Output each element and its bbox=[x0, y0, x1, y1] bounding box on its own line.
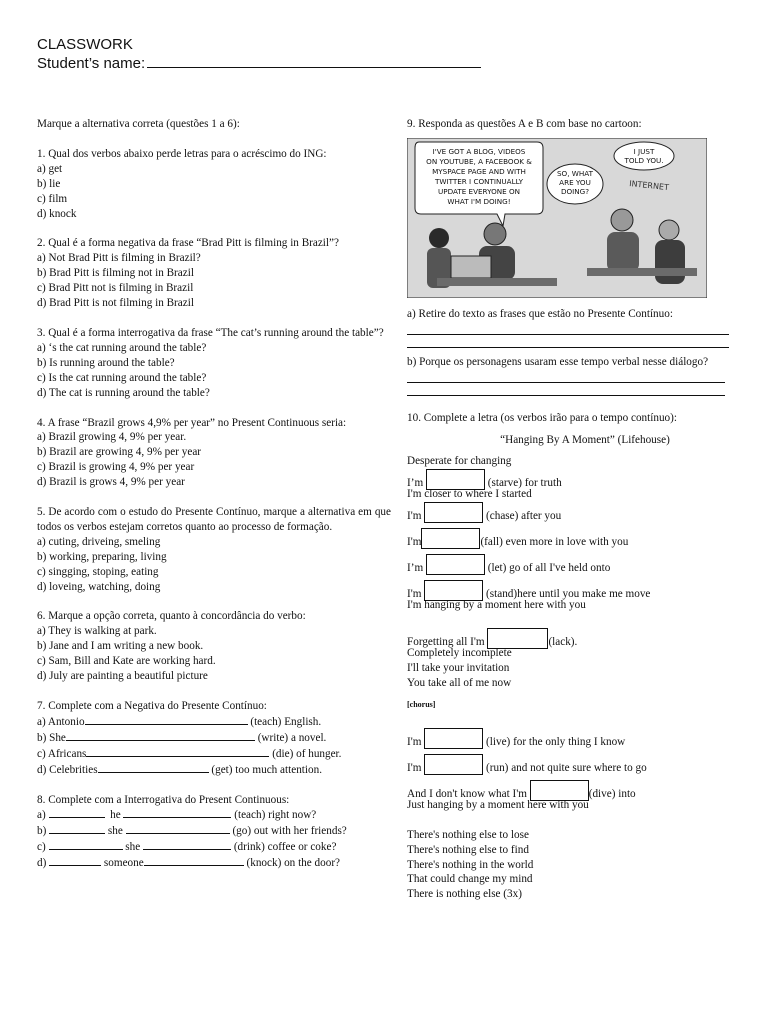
question-3-option-b[interactable]: b) Is running around the table? bbox=[37, 356, 175, 369]
lyric-line: That could change my mind bbox=[407, 873, 533, 886]
lyric-prefix: I'm bbox=[407, 536, 422, 549]
answer-blank[interactable] bbox=[86, 746, 269, 757]
question-1 bbox=[37, 147, 391, 222]
question-5 bbox=[37, 505, 391, 594]
question-1-option-c[interactable]: c) film bbox=[37, 192, 68, 205]
lyric-blank-row bbox=[407, 728, 763, 754]
answer-blank[interactable] bbox=[49, 839, 123, 850]
question-1-text: 1. Qual dos verbos abaixo perde letras para o acréscimo do ING: bbox=[37, 147, 327, 160]
bubble-2-line: ARE YOU bbox=[559, 177, 591, 187]
item-subject: she bbox=[125, 841, 141, 854]
instructions: Marque a alternativa correta (questões 1 a 6): bbox=[37, 118, 240, 130]
question-3-text: 3. Qual é a forma interrogativa da frase “The cat’s running around the table”? bbox=[37, 326, 384, 339]
chorus-marker: [chorus] bbox=[407, 699, 436, 709]
student-name-label: Student’s name: bbox=[37, 55, 146, 72]
verb-box[interactable] bbox=[424, 728, 483, 749]
bubble-1-line: WHAT I'M DOING! bbox=[447, 196, 511, 206]
bubble-1-line: UPDATE EVERYONE ON bbox=[437, 186, 521, 196]
lyric-suffix: (let) go of all I've held onto bbox=[487, 562, 611, 575]
question-2-option-d[interactable]: d) Brad Pitt is not filming in Brazil bbox=[37, 297, 194, 310]
verb-box[interactable] bbox=[424, 502, 483, 523]
lyric-prefix: I’m bbox=[407, 477, 424, 490]
verb-box[interactable] bbox=[421, 528, 480, 549]
lyric-line: I'm hanging by a moment here with you bbox=[407, 599, 586, 612]
question-8-item-c bbox=[37, 839, 391, 855]
question-6-option-c[interactable]: c) Sam, Bill and Kate are working hard. bbox=[37, 655, 216, 668]
question-4-option-d[interactable]: d) Brazil is grows 4, 9% per year bbox=[37, 476, 185, 489]
lyric-suffix: (starve) for truth bbox=[487, 477, 562, 490]
item-prefix: b) She bbox=[37, 731, 66, 744]
bubble-2-line: DOING? bbox=[560, 186, 590, 196]
worksheet-title: CLASSWORK bbox=[37, 36, 133, 53]
lyric-blank-row bbox=[407, 502, 763, 528]
item-prefix: c) Africans bbox=[37, 747, 87, 760]
lyric-blank-row bbox=[407, 754, 763, 780]
lyric-prefix: Forgetting all I'm bbox=[407, 636, 485, 649]
lyric-prefix: I’m bbox=[407, 562, 424, 575]
item-suffix: (knock) on the door? bbox=[246, 857, 341, 870]
question-5-option-a[interactable]: a) cuting, driveing, smeling bbox=[37, 535, 161, 548]
question-1-option-d[interactable]: d) knock bbox=[37, 207, 77, 220]
lyric-line: There is nothing else (3x) bbox=[407, 888, 522, 901]
answer-blank[interactable] bbox=[49, 855, 101, 866]
lyric-prefix: And I don't know what I'm bbox=[407, 787, 527, 800]
question-2-text: 2. Qual é a forma negativa da frase “Brad Pitt is filming in Brazil”? bbox=[37, 237, 339, 250]
answer-line[interactable] bbox=[407, 335, 729, 348]
question-9b-text: b) Porque os personagens usaram esse tempo verbal nesse diálogo? bbox=[407, 355, 709, 368]
question-10-text: 10. Complete a letra (os verbos irão para o tempo contínuo): bbox=[407, 411, 677, 424]
answer-blank[interactable] bbox=[144, 855, 244, 866]
item-suffix: (get) too much attention. bbox=[211, 763, 322, 776]
question-7-text: 7. Complete com a Negativa do Presente Contínuo: bbox=[37, 700, 267, 712]
bubble-1-line: I'VE GOT A BLOG, VIDEOS bbox=[432, 146, 526, 156]
question-2-option-c[interactable]: c) Brad Pitt not is filming in Brazil bbox=[37, 282, 194, 295]
item-prefix: b) bbox=[37, 825, 47, 838]
lyric-line: Desperate for changing bbox=[407, 455, 512, 468]
lyric-prefix: I'm bbox=[407, 761, 422, 774]
question-4-option-a[interactable]: a) Brazil growing 4, 9% per year. bbox=[37, 431, 187, 444]
question-9a-text: a) Retire do texto as frases que estão no Presente Contínuo: bbox=[407, 307, 673, 320]
answer-line[interactable] bbox=[407, 370, 725, 383]
question-5-option-b[interactable]: b) working, preparing, living bbox=[37, 550, 167, 563]
item-prefix: a) Antonio bbox=[37, 715, 85, 728]
question-4-option-c[interactable]: c) Brazil is growing 4, 9% per year bbox=[37, 461, 195, 474]
answer-blank[interactable] bbox=[66, 730, 255, 741]
lyric-line: You take all of me now bbox=[407, 676, 512, 689]
right-column bbox=[407, 117, 763, 902]
lyric-prefix: I'm bbox=[407, 588, 422, 601]
bubble-3-line: TOLD YOU. bbox=[624, 155, 664, 165]
question-7-item-d bbox=[37, 762, 391, 778]
question-8-item-a bbox=[37, 807, 391, 823]
question-4 bbox=[37, 416, 391, 491]
lyric-suffix: (dive) into bbox=[588, 787, 636, 800]
question-3-option-d[interactable]: d) The cat is running around the table? bbox=[37, 386, 210, 399]
question-3-option-a[interactable]: a) ‘s the cat running around the table? bbox=[37, 341, 207, 354]
item-suffix: (die) of hunger. bbox=[272, 747, 342, 760]
lyric-line: I'll take your invitation bbox=[407, 662, 510, 675]
item-subject: he bbox=[110, 809, 121, 822]
answer-line[interactable] bbox=[407, 383, 725, 396]
question-3 bbox=[37, 326, 391, 401]
question-8-item-b bbox=[37, 823, 391, 839]
question-7-item-b bbox=[37, 730, 391, 746]
question-8-item-d bbox=[37, 855, 391, 871]
item-suffix: (teach) right now? bbox=[234, 809, 317, 822]
lyric-blank-row bbox=[407, 554, 763, 580]
item-prefix: d) Celebrities bbox=[37, 763, 98, 776]
lyric-line: I'm closer to where I started bbox=[407, 488, 532, 501]
question-2-option-b[interactable]: b) Brad Pitt is filming not in Brazil bbox=[37, 267, 194, 280]
item-suffix: (drink) coffee or coke? bbox=[233, 841, 337, 854]
bubble-1-line: ON YOUTUBE, A FACEBOOK & bbox=[426, 156, 532, 166]
question-5-text: 5. De acordo com o estudo do Presente Contínuo, marque a alternativa em que todos os verbos estejam corretos quanto ao processo de formação. bbox=[37, 506, 391, 533]
question-2-option-a[interactable]: a) Not Brad Pitt is filming in Brazil? bbox=[37, 252, 201, 265]
item-suffix: (write) a novel. bbox=[257, 731, 327, 744]
lyric-suffix: (run) and not quite sure where to go bbox=[486, 761, 647, 774]
question-7-item-a bbox=[37, 714, 391, 730]
verb-box[interactable] bbox=[426, 554, 485, 575]
question-6-option-d[interactable]: d) July are painting a beautiful picture bbox=[37, 670, 208, 683]
lyric-line: There's nothing in the world bbox=[407, 858, 534, 871]
answer-blank[interactable] bbox=[49, 823, 105, 834]
answer-blank[interactable] bbox=[126, 823, 230, 834]
question-8-text: 8. Complete com a Interrogativa do Present Continuous: bbox=[37, 793, 290, 806]
bubble-2-line: SO, WHAT bbox=[556, 168, 594, 178]
item-suffix: (teach) English. bbox=[250, 715, 322, 728]
item-subject: someone bbox=[103, 857, 144, 870]
item-subject: she bbox=[107, 825, 123, 838]
item-suffix: (go) out with her friends? bbox=[232, 825, 347, 838]
lyric-line: Completely incomplete bbox=[407, 647, 512, 660]
bubble-3-line: I JUST bbox=[633, 146, 655, 156]
question-6 bbox=[37, 609, 391, 684]
bubble-1-line: MYSPACE PAGE AND WITH bbox=[432, 166, 526, 176]
answer-blank[interactable] bbox=[49, 807, 105, 818]
answer-blank[interactable] bbox=[123, 807, 231, 818]
question-1-option-a[interactable]: a) get bbox=[37, 162, 63, 175]
lyric-suffix: (live) for the only thing I know bbox=[486, 735, 626, 748]
internet-sign: INTERNET bbox=[628, 178, 670, 193]
question-5-option-d[interactable]: d) loveing, watching, doing bbox=[37, 580, 161, 593]
question-7 bbox=[37, 699, 391, 778]
cartoon-image bbox=[407, 138, 707, 298]
answer-blank[interactable] bbox=[85, 714, 248, 725]
question-1-option-b[interactable]: b) lie bbox=[37, 177, 61, 190]
question-6-option-a[interactable]: a) They is walking at park. bbox=[37, 625, 157, 638]
lyric-line: There's nothing else to lose bbox=[407, 828, 529, 841]
answer-blank[interactable] bbox=[98, 762, 209, 773]
question-4-text: 4. A frase “Brazil grows 4,9% per year” no Present Continuous seria: bbox=[37, 416, 347, 429]
question-5-option-c[interactable]: c) singging, stoping, eating bbox=[37, 565, 159, 578]
lyric-suffix: (fall) even more in love with you bbox=[480, 536, 629, 549]
student-name-row bbox=[37, 54, 481, 73]
answer-blank[interactable] bbox=[143, 839, 231, 850]
lyric-suffix: (stand)here until you make me move bbox=[486, 588, 651, 601]
worksheet-header bbox=[37, 35, 481, 73]
verb-box[interactable] bbox=[424, 754, 483, 775]
item-prefix: c) bbox=[37, 841, 46, 854]
left-column bbox=[37, 117, 391, 871]
question-9-text: 9. Responda as questões A e B com base no cartoon: bbox=[407, 118, 642, 130]
question-6-option-b[interactable]: b) Jane and I am writing a new book. bbox=[37, 640, 204, 653]
question-2 bbox=[37, 236, 391, 311]
lyric-prefix: I'm bbox=[407, 735, 422, 748]
bubble-1-line: TWITTER I CONTINUALLY bbox=[434, 176, 524, 186]
question-6-text: 6. Marque a opção correta, quanto à concordância do verbo: bbox=[37, 610, 306, 623]
lyric-blank-row bbox=[407, 528, 763, 554]
question-8 bbox=[37, 793, 391, 872]
lyric-line: Just hanging by a moment here with you bbox=[407, 798, 589, 811]
question-3-option-c[interactable]: c) Is the cat running around the table? bbox=[37, 371, 207, 384]
answer-line[interactable] bbox=[407, 322, 729, 335]
item-prefix: a) bbox=[37, 809, 46, 822]
lyric-prefix: I'm bbox=[407, 510, 422, 523]
song-title: “Hanging By A Moment” (Lifehouse) bbox=[500, 433, 670, 446]
question-4-option-b[interactable]: b) Brazil are growing 4, 9% per year bbox=[37, 446, 202, 459]
lyric-line: There's nothing else to find bbox=[407, 843, 529, 856]
question-7-item-c bbox=[37, 746, 391, 762]
lyric-suffix: (chase) after you bbox=[486, 510, 562, 523]
lyric-suffix: (lack). bbox=[548, 636, 578, 649]
student-name-blank[interactable] bbox=[147, 55, 481, 68]
item-prefix: d) bbox=[37, 857, 47, 870]
